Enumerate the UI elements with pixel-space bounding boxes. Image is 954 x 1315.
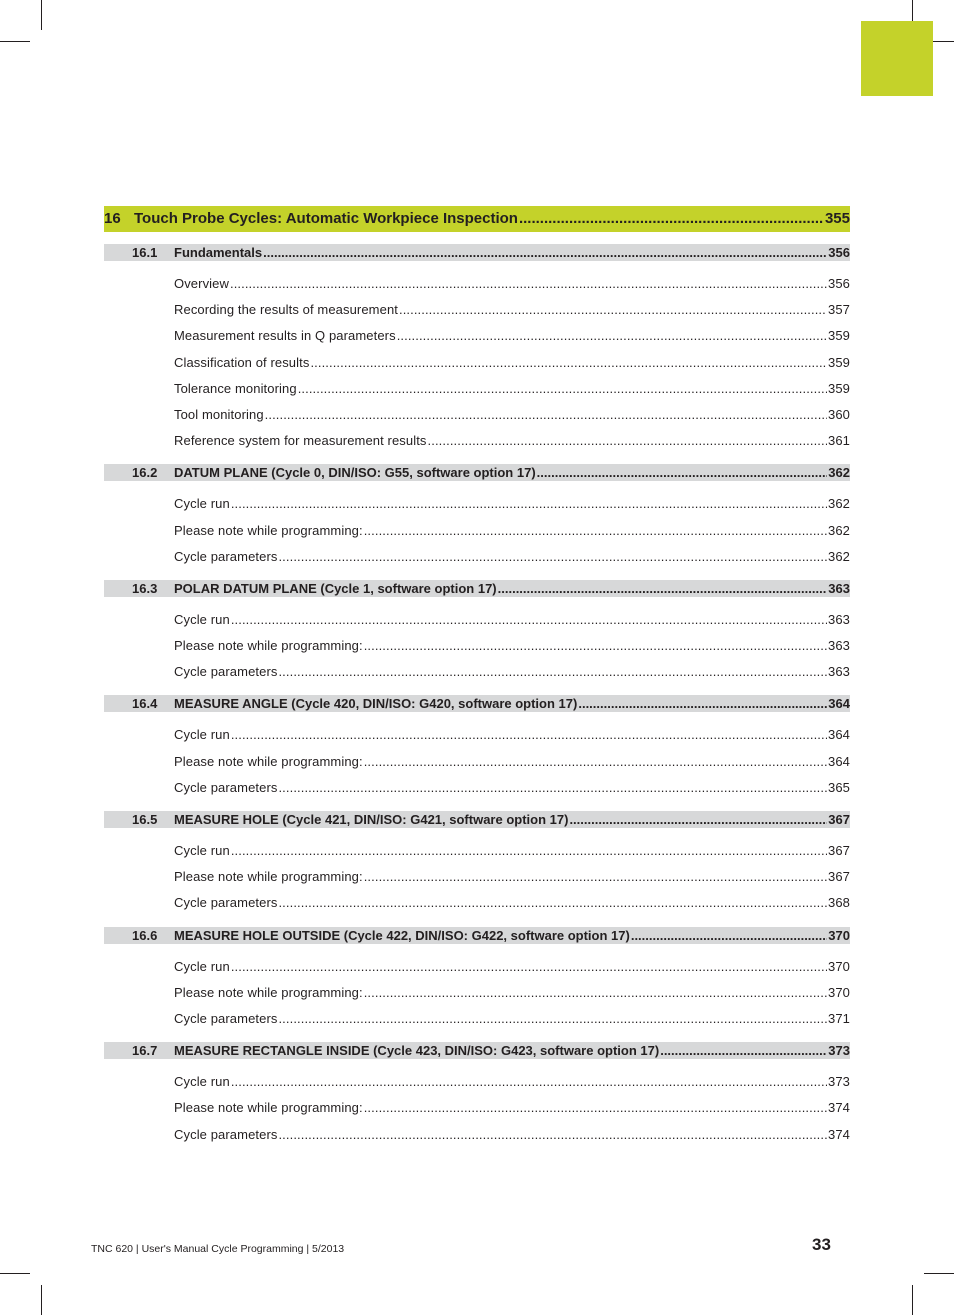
entry-page: 363 xyxy=(828,611,850,627)
toc-entry[interactable] xyxy=(104,544,850,570)
section-page: 367 xyxy=(828,812,850,827)
toc-entry[interactable] xyxy=(104,297,850,323)
leader-dots xyxy=(278,1122,827,1148)
entry-title: Overview xyxy=(174,276,229,291)
section-title: MEASURE ANGLE (Cycle 420, DIN/ISO: G420, software option 17) xyxy=(174,696,578,712)
section-number: 16.5 xyxy=(132,812,158,827)
entry-page: 363 xyxy=(828,638,850,654)
entry-title: Please note while programming: xyxy=(174,753,363,769)
entry-page: 367 xyxy=(828,843,850,858)
entry-page: 357 xyxy=(828,302,850,318)
entry-title: Classification of results xyxy=(174,354,310,370)
section-heading[interactable] xyxy=(104,927,850,944)
leader-dots xyxy=(265,402,827,428)
chapter-title: Touch Probe Cycles: Automatic Workpiece Inspection xyxy=(134,210,518,227)
section-title: DATUM PLANE (Cycle 0, DIN/ISO: G55, software option 17) xyxy=(174,465,536,481)
leader-dots xyxy=(310,350,827,376)
entry-title: Cycle parameters xyxy=(174,548,278,564)
section-number: 16.4 xyxy=(132,696,158,712)
entry-title: Please note while programming: xyxy=(174,984,363,1000)
entry-title: Cycle run xyxy=(174,958,230,974)
entry-page: 362 xyxy=(828,496,850,512)
entry-title: Cycle parameters xyxy=(174,1010,278,1026)
leader-dots xyxy=(498,580,828,597)
entry-page: 360 xyxy=(828,406,850,422)
leader-dots xyxy=(364,633,827,659)
crop-mark xyxy=(912,1285,913,1315)
leader-dots xyxy=(230,271,827,297)
entry-title: Cycle parameters xyxy=(174,895,278,911)
toc-entry[interactable] xyxy=(104,722,850,748)
toc-entry[interactable] xyxy=(104,633,850,659)
leader-dots xyxy=(231,722,827,748)
section-page: 364 xyxy=(828,696,850,712)
crop-mark xyxy=(924,1273,954,1274)
section-number: 16.7 xyxy=(132,1043,158,1059)
leader-dots xyxy=(660,1042,827,1059)
entry-page: 370 xyxy=(828,958,850,974)
leader-dots xyxy=(231,838,827,864)
section-heading[interactable] xyxy=(104,464,850,481)
leader-dots xyxy=(278,775,827,801)
section-number: 16.6 xyxy=(132,927,158,943)
leader-dots xyxy=(278,544,827,570)
entry-page: 365 xyxy=(828,779,850,795)
entry-title: Cycle run xyxy=(174,611,230,627)
section-page: 356 xyxy=(828,245,850,260)
crop-mark xyxy=(41,0,42,30)
entry-page: 359 xyxy=(828,328,850,344)
toc-entry[interactable] xyxy=(104,890,850,916)
toc-entry[interactable] xyxy=(104,491,850,517)
entry-title: Tolerance monitoring xyxy=(174,380,297,396)
chapter-number: 16 xyxy=(104,210,121,227)
entry-page: 367 xyxy=(828,869,850,885)
section-title: MEASURE HOLE (Cycle 421, DIN/ISO: G421, software option 17) xyxy=(174,812,569,827)
leader-dots xyxy=(364,864,827,890)
entry-page: 374 xyxy=(828,1100,850,1116)
section-title: MEASURE RECTANGLE INSIDE (Cycle 423, DIN/ISO: G423, software option 17) xyxy=(174,1043,660,1059)
section-page: 373 xyxy=(828,1043,850,1059)
crop-mark xyxy=(0,41,30,42)
section-heading[interactable] xyxy=(104,695,850,712)
entry-title: Reference system for measurement results xyxy=(174,433,427,449)
entry-page: 362 xyxy=(828,548,850,564)
entry-title: Cycle run xyxy=(174,1074,230,1090)
leader-dots xyxy=(278,1006,827,1032)
leader-dots xyxy=(578,695,827,712)
entry-page: 373 xyxy=(828,1074,850,1090)
entry-page: 361 xyxy=(828,433,850,449)
entry-title: Measurement results in Q parameters xyxy=(174,328,396,344)
section-number: 16.1 xyxy=(132,245,158,260)
section-page: 362 xyxy=(828,465,850,481)
section-list xyxy=(104,244,850,1148)
entry-page: 359 xyxy=(828,354,850,370)
page-number: 33 xyxy=(812,1235,831,1254)
leader-dots xyxy=(263,244,827,261)
leader-dots xyxy=(298,376,827,402)
toc-entry[interactable] xyxy=(104,518,850,544)
leader-dots xyxy=(397,323,827,349)
section-heading[interactable] xyxy=(104,580,850,597)
entry-title: Cycle run xyxy=(174,843,230,858)
entry-page: 356 xyxy=(828,276,850,291)
entry-page: 374 xyxy=(828,1126,850,1142)
table-of-contents xyxy=(104,206,850,1148)
entry-title: Cycle run xyxy=(174,496,230,512)
entry-title: Please note while programming: xyxy=(174,638,363,654)
entry-title: Tool monitoring xyxy=(174,406,264,422)
section-page: 363 xyxy=(828,580,850,596)
toc-entry[interactable] xyxy=(104,864,850,890)
crop-mark xyxy=(0,1273,30,1274)
leader-dots xyxy=(278,890,827,916)
crop-mark xyxy=(41,1285,42,1315)
leader-dots xyxy=(537,464,828,481)
section-heading[interactable] xyxy=(104,1042,850,1059)
toc-entry[interactable] xyxy=(104,1006,850,1032)
leader-dots xyxy=(428,428,827,454)
entry-page: 364 xyxy=(828,753,850,769)
section-number: 16.3 xyxy=(132,580,158,596)
toc-entry[interactable] xyxy=(104,838,850,864)
chapter-heading[interactable] xyxy=(104,206,850,232)
toc-entry[interactable] xyxy=(104,376,850,402)
toc-entry[interactable] xyxy=(104,350,850,376)
entry-page: 368 xyxy=(828,895,850,911)
entry-title: Cycle parameters xyxy=(174,664,278,680)
toc-entry[interactable] xyxy=(104,402,850,428)
section-heading[interactable] xyxy=(104,244,850,261)
leader-dots xyxy=(569,811,827,828)
leader-dots xyxy=(631,927,827,944)
leader-dots xyxy=(231,491,827,517)
toc-entry[interactable] xyxy=(104,428,850,454)
leader-dots xyxy=(364,749,827,775)
toc-entry[interactable] xyxy=(104,954,850,980)
chapter-thumb-tab xyxy=(861,21,933,96)
leader-dots xyxy=(364,980,827,1006)
entry-title: Please note while programming: xyxy=(174,1100,363,1116)
entry-page: 359 xyxy=(828,380,850,396)
footer-text: TNC 620 | User's Manual Cycle Programming | 5/2013 xyxy=(91,1243,345,1255)
toc-entry[interactable] xyxy=(104,980,850,1006)
entry-page: 371 xyxy=(828,1010,850,1026)
leader-dots xyxy=(364,1095,827,1121)
leader-dots xyxy=(231,607,827,633)
entry-title: Cycle parameters xyxy=(174,779,278,795)
toc-entry[interactable] xyxy=(104,749,850,775)
toc-entry[interactable] xyxy=(104,659,850,685)
section-page: 370 xyxy=(828,927,850,943)
leader-dots xyxy=(519,206,824,232)
entry-title: Please note while programming: xyxy=(174,522,363,538)
entry-page: 364 xyxy=(828,727,850,743)
entry-page: 362 xyxy=(828,522,850,538)
chapter-page: 355 xyxy=(824,210,850,227)
section-title: POLAR DATUM PLANE (Cycle 1, software option 17) xyxy=(174,580,497,596)
entry-title: Cycle parameters xyxy=(174,1126,278,1142)
toc-entry[interactable] xyxy=(104,775,850,801)
toc-entry[interactable] xyxy=(104,1095,850,1121)
toc-entry[interactable] xyxy=(104,323,850,349)
entry-title: Recording the results of measurement xyxy=(174,302,398,318)
section-title: Fundamentals xyxy=(174,245,263,260)
section-number: 16.2 xyxy=(132,465,158,481)
entry-page: 363 xyxy=(828,664,850,680)
entry-title: Cycle run xyxy=(174,727,230,743)
leader-dots xyxy=(231,954,827,980)
toc-entry[interactable] xyxy=(104,607,850,633)
leader-dots xyxy=(231,1069,827,1095)
entry-title: Please note while programming: xyxy=(174,869,363,885)
leader-dots xyxy=(399,297,827,323)
entry-page: 370 xyxy=(828,984,850,1000)
leader-dots xyxy=(278,659,827,685)
section-title: MEASURE HOLE OUTSIDE (Cycle 422, DIN/ISO: G422, software option 17) xyxy=(174,927,630,943)
toc-entry[interactable] xyxy=(104,1122,850,1148)
toc-entry[interactable] xyxy=(104,271,850,297)
section-heading[interactable] xyxy=(104,811,850,828)
leader-dots xyxy=(364,518,827,544)
toc-entry[interactable] xyxy=(104,1069,850,1095)
